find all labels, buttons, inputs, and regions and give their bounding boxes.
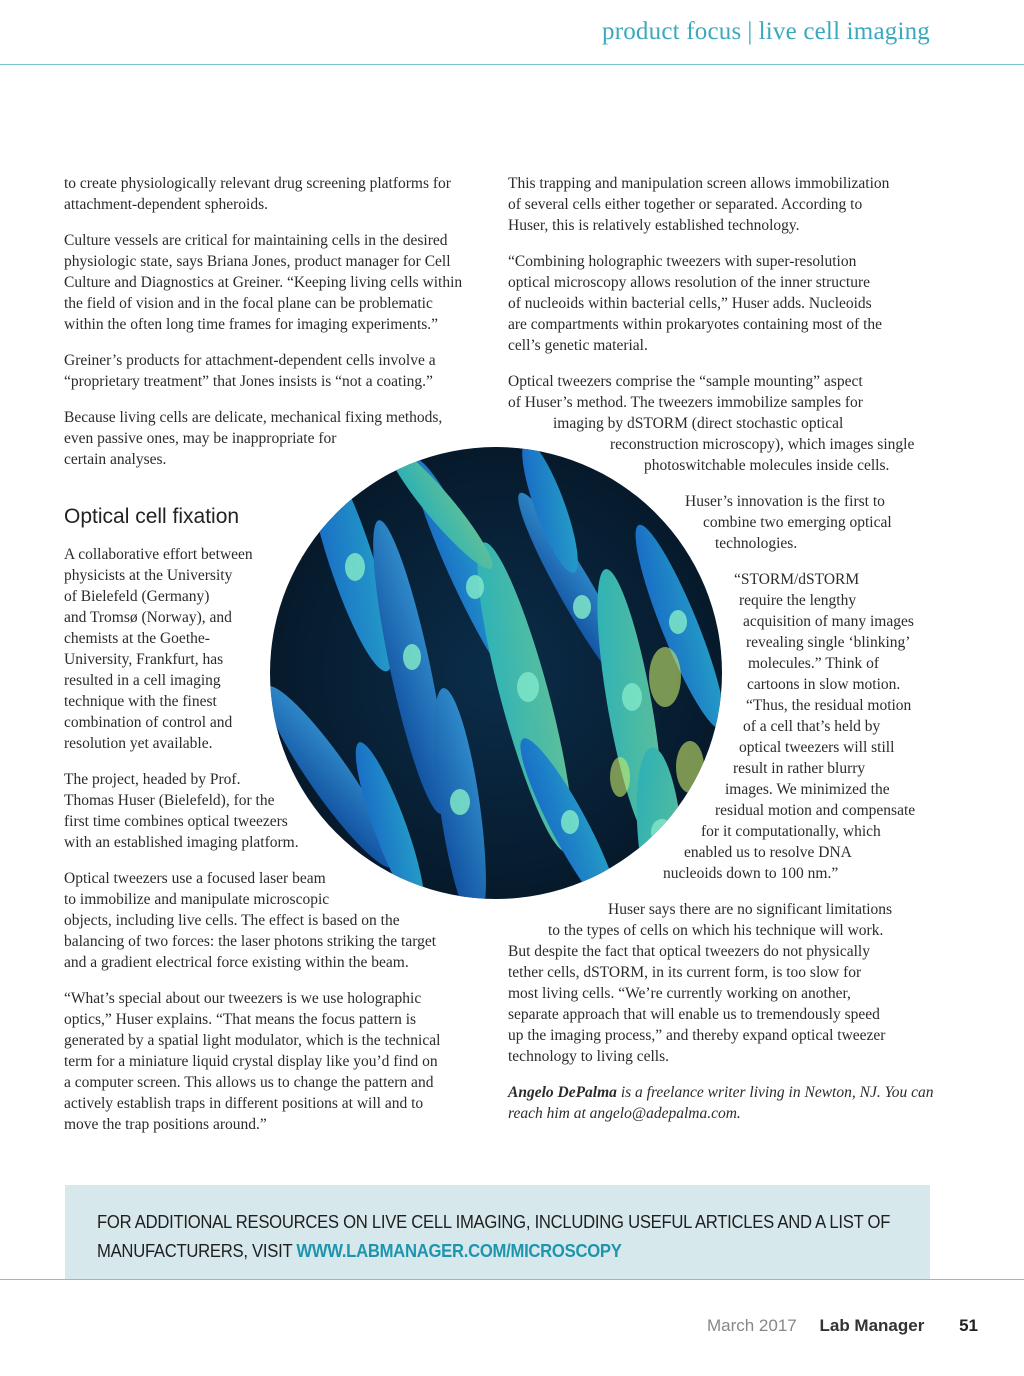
text-line: “Combining holographic tweezers with super-resolution xyxy=(508,253,857,270)
text-line: of several cells either together or separated. According to xyxy=(508,196,863,213)
footer-divider xyxy=(0,1279,1024,1280)
text-line: technologies. xyxy=(715,535,798,552)
paragraph xyxy=(508,251,928,356)
paragraph xyxy=(64,988,484,1135)
callout-line xyxy=(97,1236,817,1265)
text-line: cell’s genetic material. xyxy=(508,337,648,354)
text-line: Huser’s innovation is the first to xyxy=(685,493,885,510)
paragraph xyxy=(508,899,928,1067)
text-line: separate approach that will enable us to tremendously speed xyxy=(508,1006,880,1023)
callout-prefix: MANUFACTURERS, VISIT xyxy=(97,1240,297,1261)
text-line: of a cell that’s held by xyxy=(743,718,881,735)
text-line: images. We minimized the xyxy=(725,781,890,798)
text-line: most living cells. “We’re currently working on another, xyxy=(508,985,851,1002)
text-line: resolution yet available. xyxy=(64,735,213,752)
text-line: and Tromsø (Norway), and xyxy=(64,609,232,626)
text-line: and a gradient electrical force existing within the beam. xyxy=(64,954,409,971)
text-line: This trapping and manipulation screen allows immobilization xyxy=(508,175,890,192)
text-line: residual motion and compensate xyxy=(715,802,916,819)
text-line: combination of control and xyxy=(64,714,233,731)
text-line: Greiner’s products for attachment-dependent cells involve a xyxy=(64,352,436,369)
text-line: Culture and Diagnostics at Greiner. “Keeping living cells within xyxy=(64,274,463,291)
text-line: chemists at the Goethe- xyxy=(64,630,210,647)
microscopy-link[interactable]: WWW.LABMANAGER.COM/MICROSCOPY xyxy=(296,1240,622,1261)
paragraph xyxy=(508,173,928,236)
text-line: of nucleoids within bacterial cells,” Huser adds. Nucleoids xyxy=(508,295,872,312)
text-line xyxy=(508,1082,934,1103)
text-line: technique with the finest xyxy=(64,693,217,710)
topic-name: live cell imaging xyxy=(758,18,930,45)
magazine-name: Lab Manager xyxy=(819,1316,925,1335)
text-line: a computer screen. This allows us to change the pattern and xyxy=(64,1074,434,1091)
text-line: But despite the fact that optical tweezers do not physically xyxy=(508,943,870,960)
text-line: attachment-dependent spheroids. xyxy=(64,196,269,213)
text-line: “proprietary treatment” that Jones insists is “not a coating.” xyxy=(64,373,433,390)
text-line: actively establish traps in different positions at will and to xyxy=(64,1095,424,1112)
text-line: “STORM/dSTORM xyxy=(734,571,860,588)
text-line: with an established imaging platform. xyxy=(64,834,299,851)
header-separator: | xyxy=(747,18,753,45)
paragraph xyxy=(64,173,484,215)
text-line: molecules.” Think of xyxy=(748,655,880,672)
text-line: combine two emerging optical xyxy=(703,514,892,531)
text-line: photoswitchable molecules inside cells. xyxy=(644,457,890,474)
text-line: to immobilize and manipulate microscopic xyxy=(64,891,330,908)
text-line: The project, headed by Prof. xyxy=(64,771,241,788)
text-line: within the often long time frames for imaging experiments.” xyxy=(64,316,439,333)
microscopy-artwork xyxy=(270,447,722,899)
text-line: physiologic state, says Briana Jones, product manager for Cell xyxy=(64,253,451,270)
text-line: up the imaging process,” and thereby expand optical tweezer xyxy=(508,1027,886,1044)
text-line: Huser says there are no significant limitations xyxy=(608,901,893,918)
text-line: balancing of two forces: the laser photons striking the target xyxy=(64,933,437,950)
text-line: optical tweezers will still xyxy=(739,739,895,756)
text-line: Huser, this is relatively established technology. xyxy=(508,217,800,234)
text-line: to create physiologically relevant drug screening platforms for xyxy=(64,175,451,192)
text-line: imaging by dSTORM (direct stochastic optical xyxy=(553,415,844,432)
text-line: University, Frankfurt, has xyxy=(64,651,224,668)
text-line: of Huser’s method. The tweezers immobilize samples for xyxy=(508,394,863,411)
text-line: resulted in a cell imaging xyxy=(64,672,221,689)
text-line: certain analyses. xyxy=(64,451,167,468)
page-footer xyxy=(707,1316,978,1336)
text-line: for it computationally, which xyxy=(701,823,881,840)
cell-microscopy-image xyxy=(270,447,722,899)
page-header xyxy=(0,0,1024,65)
text-line: A collaborative effort between xyxy=(64,546,253,563)
text-line: “What’s special about our tweezers is we use holographic xyxy=(64,990,422,1007)
author-name: Angelo DePalma xyxy=(508,1084,617,1101)
section-title xyxy=(602,18,930,46)
text-line: of Bielefeld (Germany) xyxy=(64,588,210,605)
text-line: are compartments within prokaryotes containing most of the xyxy=(508,316,883,333)
author-bio xyxy=(508,1082,934,1124)
text-line: acquisition of many images xyxy=(743,613,914,630)
text-line: optics,” Huser explains. “That means the focus pattern is xyxy=(64,1011,417,1028)
page-number: 51 xyxy=(959,1316,978,1335)
section-subheading: Optical cell fixation xyxy=(64,505,240,528)
callout-text xyxy=(97,1207,891,1265)
callout-line: FOR ADDITIONAL RESOURCES ON LIVE CELL IMAGING, INCLUDING USEFUL ARTICLES AND A LIST OF xyxy=(97,1211,891,1232)
text-line: first time combines optical tweezers xyxy=(64,813,288,830)
text-line: the field of vision and in the focal plane can be problematic xyxy=(64,295,433,312)
text-line: tether cells, dSTORM, in its current form, is too slow for xyxy=(508,964,862,981)
text-line: term for a miniature liquid crystal display like you’d find on xyxy=(64,1053,438,1070)
text-line: enabled us to resolve DNA xyxy=(684,844,852,861)
text-line: objects, including live cells. The effect is based on the xyxy=(64,912,400,929)
text-line: revealing single ‘blinking’ xyxy=(746,634,911,651)
paragraph xyxy=(64,350,484,392)
text-line: Culture vessels are critical for maintaining cells in the desired xyxy=(64,232,448,249)
text-line: nucleoids down to 100 nm.” xyxy=(663,865,839,882)
text-line: Thomas Huser (Bielefeld), for the xyxy=(64,792,275,809)
text-line: generated by a spatial light modulator, which is the technical xyxy=(64,1032,441,1049)
text-line: require the lengthy xyxy=(739,592,857,609)
issue-date: March 2017 xyxy=(706,1316,797,1335)
text-line: technology to living cells. xyxy=(508,1048,670,1065)
section-name: product focus xyxy=(602,18,742,45)
bio-text: is a freelance writer living in Newton, NJ. You can xyxy=(616,1084,934,1101)
text-line: Optical tweezers use a focused laser beam xyxy=(64,870,326,887)
text-line: optical microscopy allows resolution of the inner structure xyxy=(508,274,871,291)
text-line: cartoons in slow motion. xyxy=(747,676,901,693)
text-line: even passive ones, may be inappropriate for xyxy=(64,430,337,447)
text-line: reach him at angelo@adepalma.com. xyxy=(508,1105,741,1122)
text-line: reconstruction microscopy), which images single xyxy=(610,436,915,453)
text-line: result in rather blurry xyxy=(733,760,866,777)
text-line: move the trap positions around.” xyxy=(64,1116,267,1133)
resources-callout xyxy=(65,1185,930,1279)
text-line: physicists at the University xyxy=(64,567,233,584)
paragraph xyxy=(64,230,484,335)
text-line: Optical tweezers comprise the “sample mounting” aspect xyxy=(508,373,863,390)
text-line: to the types of cells on which his technique will work. xyxy=(548,922,884,939)
text-line: Because living cells are delicate, mechanical fixing methods, xyxy=(64,409,443,426)
text-line: “Thus, the residual motion xyxy=(746,697,912,714)
